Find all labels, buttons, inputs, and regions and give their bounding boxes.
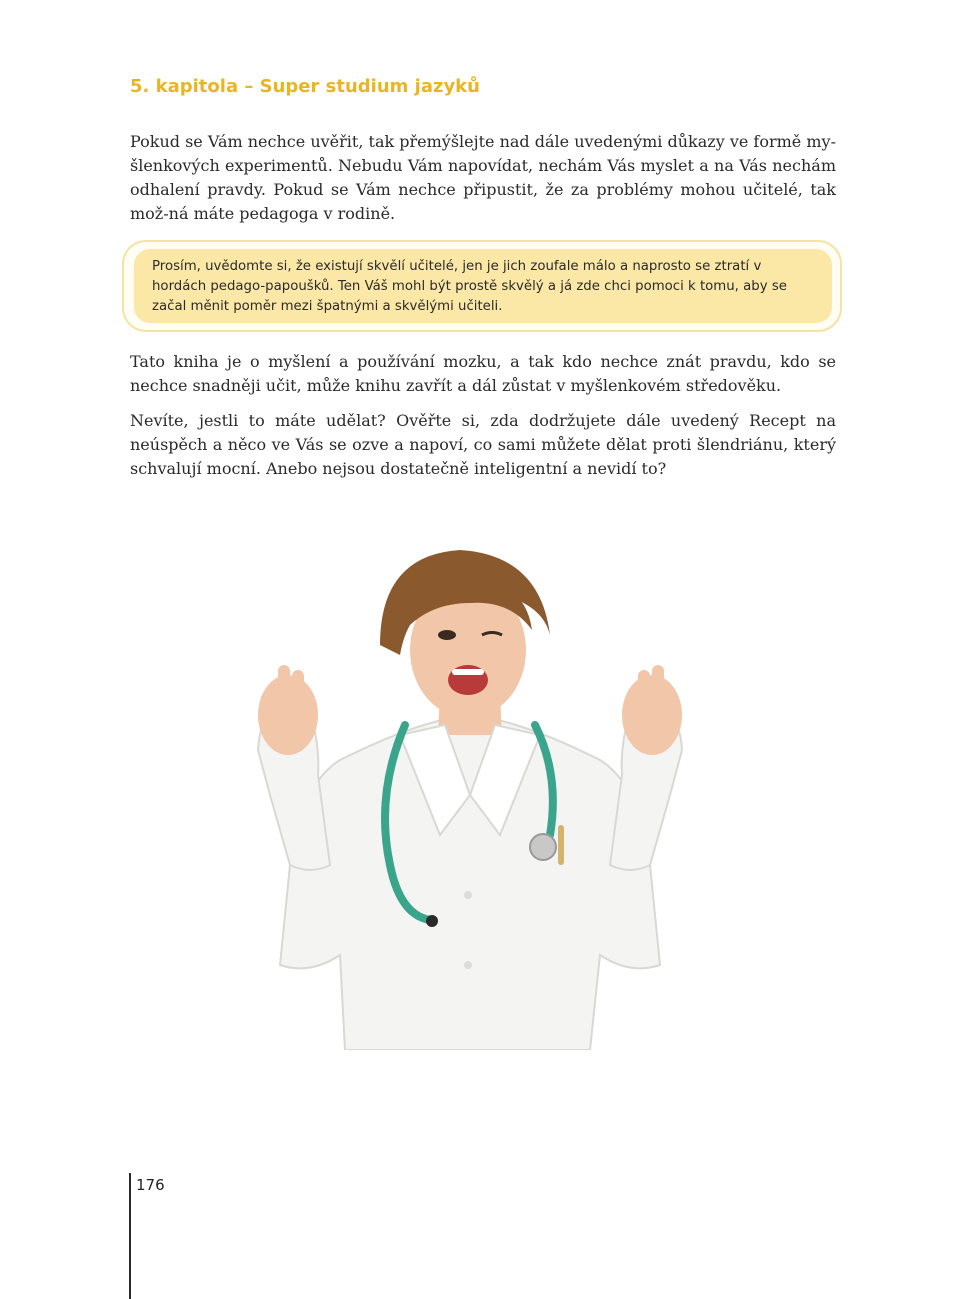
page-margin-rule [129,1173,131,1299]
question-paragraph: Nevíte, jestli to máte udělat? Ověřte si, zda dodržujete dále uvedený Recept na neúspěch a něco ve Vás se ozve a napoví, co sami můžete dělat proti šlendriánu, který schvalují mocní. Anebo nejsou dostatečně inteligentní a nevidí to? [130,411,836,478]
page-number: 176 [136,1176,165,1194]
chapter-title: 5. kapitola – Super studium jazyků [130,76,480,97]
book-paragraph: Tato kniha je o myšlení a používání mozku, a tak kdo nechce znát pravdu, kdo se nechce snadněji učit, může knihu zavřít a dál zůstat v myšlenkovém středověku. [130,352,836,395]
intro-paragraph: Pokud se Vám nechce uvěřit, tak přemýšlejte nad dále uvedenými důkazy ve formě my-šlenkových experimentů. Nebudu Vám napovídat, nechám Vás myslet a na Vás nechám odhalení pravdy. Pokud se Vám nechce připustit, že za problémy mohou učitelé, tak mož-ná máte pedagoga v rodině. [130,132,836,223]
doctor-photo [240,535,700,1050]
callout-text: Prosím, uvědomte si, že existují skvělí učitelé, jen je jich zoufale málo a naprosto se ztratí v hordách pedago-papoušků. Ten Váš mohl být prostě skvělý a já zde chci pomoci k tomu, aby se začal měnit poměr mezi špatnými a skvělými učiteli. [152,259,787,314]
callout-box [134,249,832,323]
